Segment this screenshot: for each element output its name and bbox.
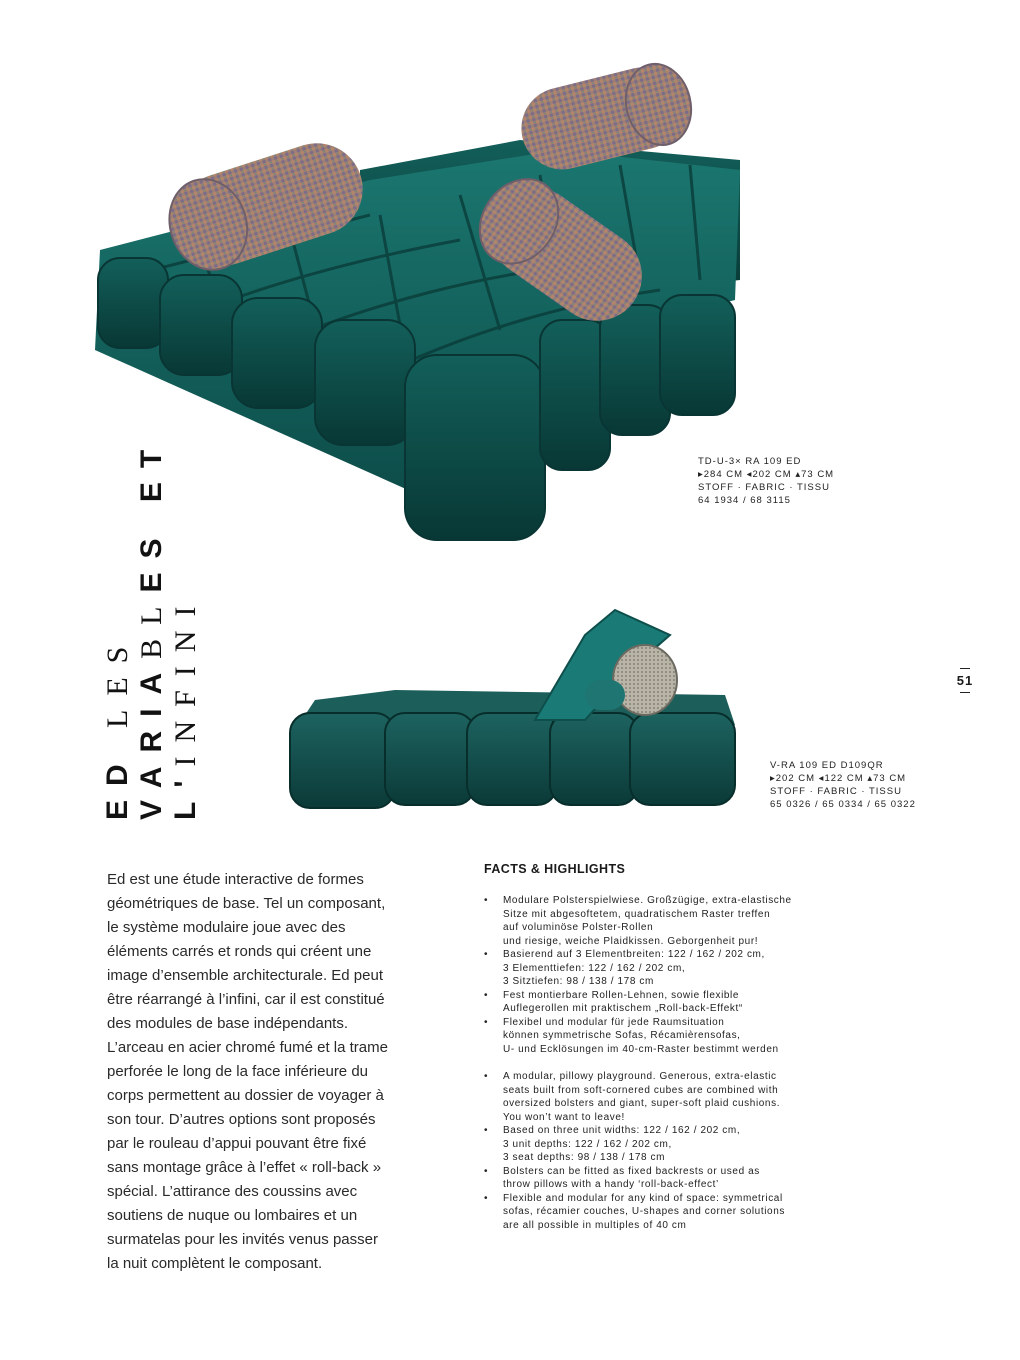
page-number: [950, 664, 980, 697]
fact-item: [484, 989, 884, 1016]
caption-dimensions: ▸202 CM ◂122 CM ▴73 CM: [770, 773, 907, 784]
body-line: être réarrangé à l’infini, car il est constitué: [107, 991, 385, 1008]
fact-line: Auflegerollen mit praktischem „Roll-back-Effekt“: [503, 1003, 743, 1014]
body-line: éléments carrés et ronds qui créent une: [107, 943, 372, 960]
facts-gap: [484, 1056, 884, 1070]
caption-codes: 64 1934 / 68 3115: [698, 495, 791, 506]
fact-item: [484, 948, 884, 989]
fact-line: • Fest montierbare Rollen-Lehnen, sowie flexible: [503, 989, 740, 1001]
fact-item: [484, 1070, 884, 1124]
body-line: géométriques de base. Tel un composant,: [107, 895, 386, 912]
body-line: L’arceau en acier chromé fumé et la trame: [107, 1039, 388, 1056]
fact-item: [484, 894, 884, 948]
fact-item: [484, 1192, 884, 1233]
fact-item: [484, 1124, 884, 1165]
fact-line: • Flexibel und modular für jede Raumsituation: [503, 1016, 725, 1028]
fact-line: • Modulare Polsterspielwiese. Großzügige, extra-elastische: [503, 895, 792, 906]
title-line-1: [101, 633, 135, 820]
body-line: spécial. L’attirance des coussins avec: [107, 1183, 358, 1200]
body-line: corps permettent au dossier de voyager à: [107, 1087, 384, 1104]
fact-line: 3 seat depths: 98 / 138 / 178 cm: [503, 1152, 666, 1163]
body-line: par le rouleau d’appui pouvant être fixé: [107, 1135, 367, 1152]
fact-line: • Flexible and modular for any kind of space: symmetrical: [503, 1192, 783, 1204]
fact-line: • Basierend auf 3 Elementbreiten: 122 / 162 / 202 cm,: [503, 949, 765, 960]
title-line-3: [169, 593, 203, 820]
caption-model: TD-U-3× RA 109 ED: [698, 456, 802, 467]
title-line-2-a: VARIA: [135, 658, 168, 820]
caption-model: V-RA 109 ED D109QR: [770, 760, 884, 771]
body-line: image d’ensemble architecturale. Ed peut: [107, 967, 383, 984]
caption-dimensions: ▸284 CM ◂202 CM ▴73 CM: [698, 469, 835, 480]
fact-line: • Based on three unit widths: 122 / 162 / 202 cm,: [503, 1125, 741, 1136]
fact-line: are all possible in multiples of 40 cm: [503, 1219, 687, 1231]
body-line: soutiens de nuque ou lombaires et un: [107, 1207, 358, 1224]
caption-small-sofa: [770, 759, 916, 811]
fact-item: [484, 1016, 884, 1057]
fact-line: sofas, récamier couches, U-shapes and corner solutions: [503, 1206, 785, 1217]
body-line: surmatelas pour les invités venus passer: [107, 1231, 378, 1248]
fact-line: You won’t want to leave!: [503, 1111, 625, 1123]
vertical-title: [101, 435, 211, 830]
caption-material: STOFF · FABRIC · TISSU: [698, 482, 830, 493]
facts-heading: FACTS & HIGHLIGHTS: [484, 862, 626, 876]
fact-line: seats built from soft-cornered cubes are combined with: [503, 1084, 779, 1096]
page-number-value: 51: [956, 673, 974, 688]
title-line-1-b: LES: [101, 632, 134, 728]
fact-line: Sitze mit abgesoftetem, quadratischem Raster treffen: [503, 908, 771, 920]
body-line: Ed est une étude interactive de formes: [107, 871, 364, 888]
body-line: perforée le long de la face inférieure du: [107, 1063, 369, 1080]
body-line: sans montage grâce à l’effet « roll-back »: [107, 1159, 382, 1176]
facts-list-de: [484, 894, 884, 1056]
fact-item: [484, 1165, 884, 1192]
facts-list-en: [484, 1070, 884, 1232]
caption-material: STOFF · FABRIC · TISSU: [770, 786, 902, 797]
page-number-dash-top: [960, 668, 970, 669]
title-line-2: [135, 436, 169, 820]
title-line-2-b: BL: [135, 592, 168, 659]
title-line-1-a: ED: [101, 727, 134, 820]
facts-highlights: [484, 862, 884, 1232]
fact-line: auf voluminöse Polster-Rollen: [503, 922, 654, 933]
fact-line: können symmetrische Sofas, Récamièrensofas,: [503, 1030, 741, 1041]
fact-line: • A modular, pillowy playground. Generous, extra-elastic: [503, 1071, 777, 1082]
title-line-3-a: L': [169, 766, 202, 820]
sofa-small-image: [285, 595, 745, 825]
caption-large-sofa: [698, 455, 834, 507]
fact-line: 3 Sitztiefen: 98 / 138 / 178 cm: [503, 976, 654, 987]
fact-line: 3 unit depths: 122 / 162 / 202 cm,: [503, 1138, 672, 1150]
title-line-2-c: ES ET: [135, 435, 168, 593]
caption-codes: 65 0326 / 65 0334 / 65 0322: [770, 799, 916, 810]
body-line: des modules de base indépendants.: [107, 1015, 349, 1032]
fact-line: oversized bolsters and giant, super-soft plaid cushions.: [503, 1098, 781, 1109]
fact-line: throw pillows with a handy ‘roll-back-effect’: [503, 1179, 719, 1190]
page-number-dash-bottom: [960, 692, 970, 693]
body-line: la nuit complètent le composant.: [107, 1255, 323, 1272]
fact-line: 3 Elementtiefen: 122 / 162 / 202 cm,: [503, 962, 686, 974]
body-line: le système modulaire joue avec des: [107, 919, 346, 936]
body-line: son tour. D’autres options sont proposés: [107, 1111, 376, 1128]
title-line-3-b: INFINI: [169, 592, 202, 767]
fact-line: U- und Ecklösungen im 40-cm-Raster bestimmt werden: [503, 1043, 779, 1055]
fact-line: • Bolsters can be fitted as fixed backrests or used as: [503, 1165, 760, 1177]
body-text: [107, 868, 427, 1276]
fact-line: und riesige, weiche Plaidkissen. Geborgenheit pur!: [503, 935, 759, 947]
